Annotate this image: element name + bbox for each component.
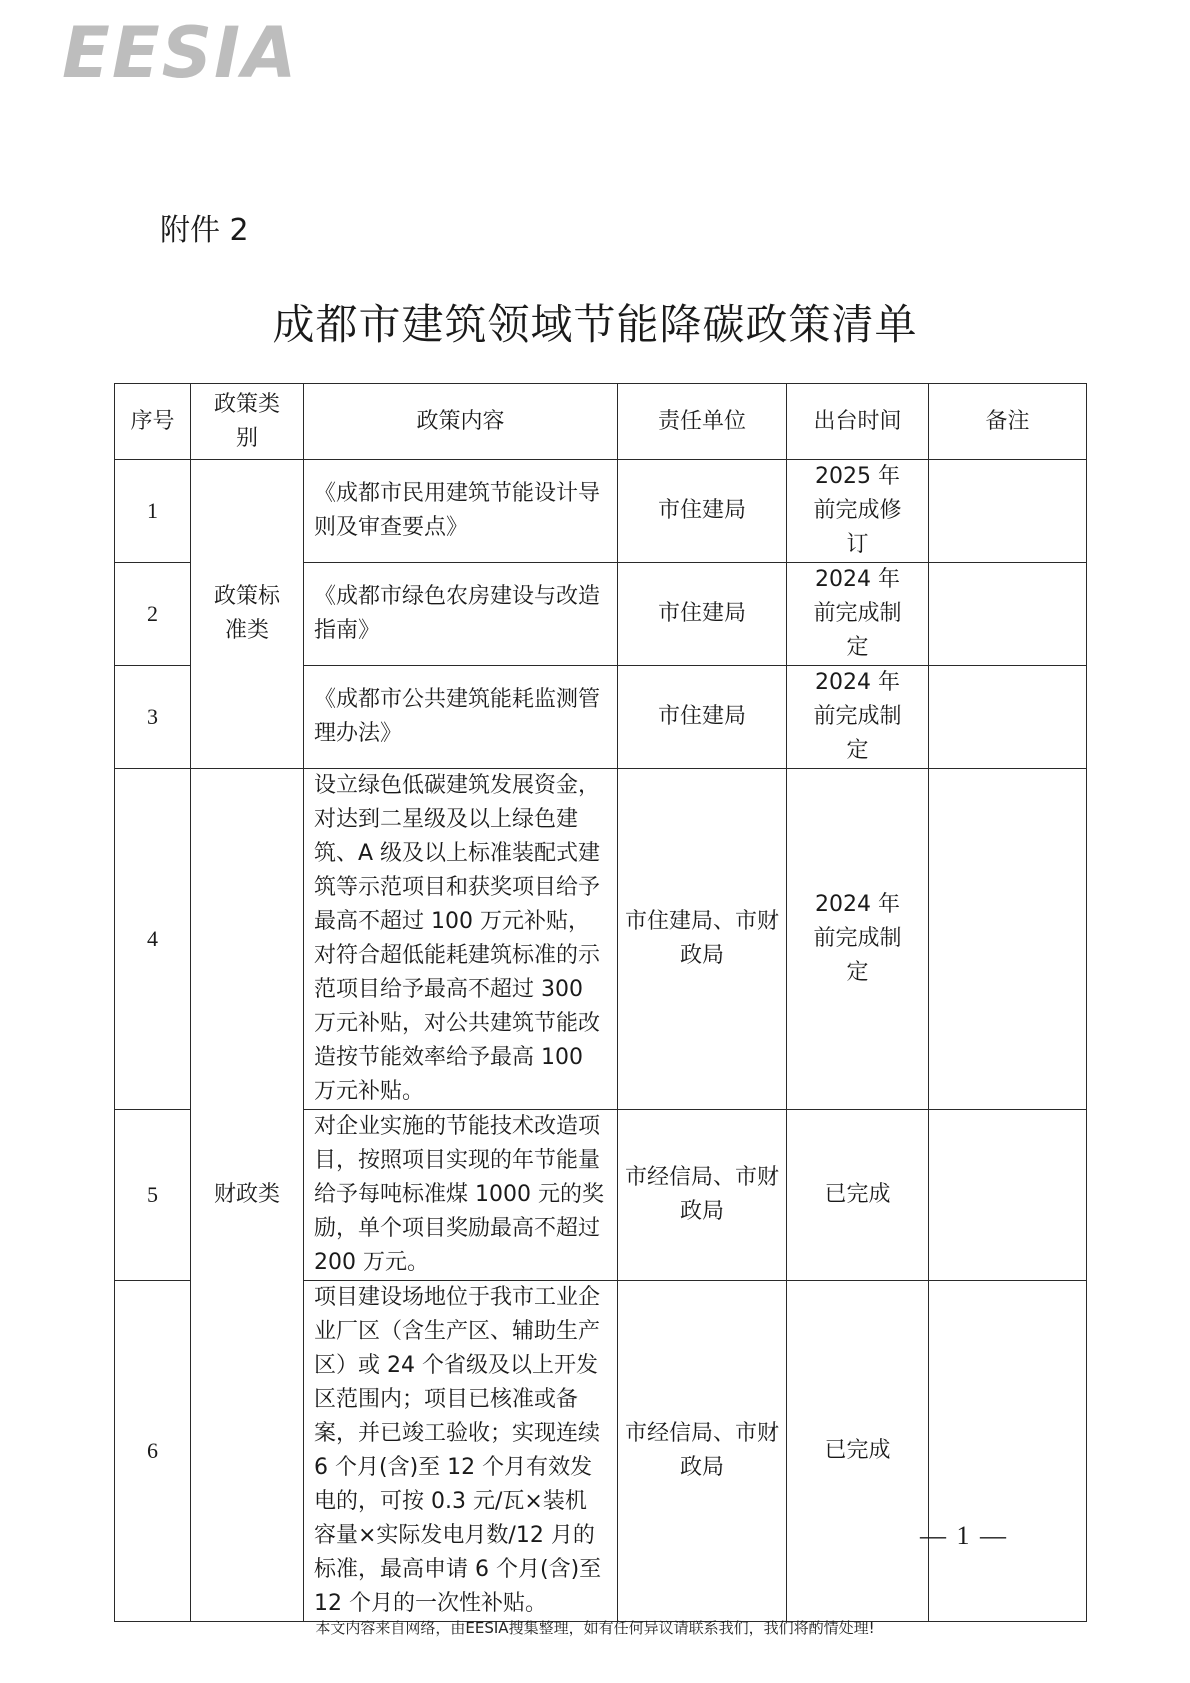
category-cell: 政策标准类 (191, 460, 304, 769)
header-time: 出台时间 (787, 384, 929, 460)
row-number: 2 (115, 563, 191, 666)
issue-time: 2024 年前完成制定 (787, 769, 929, 1110)
remark (929, 460, 1087, 563)
document-title: 成都市建筑领域节能降碳政策清单 (272, 300, 918, 349)
row-number: 6 (115, 1281, 191, 1622)
header-category: 政策类别 (191, 384, 304, 460)
header-content: 政策内容 (304, 384, 618, 460)
remark (929, 563, 1087, 666)
policy-content: 《成都市绿色农房建设与改造指南》 (304, 563, 618, 666)
row-number: 3 (115, 666, 191, 769)
policy-content: 项目建设场地位于我市工业企业厂区（含生产区、辅助生产区）或 24 个省级及以上开发区范围内；项目已核准或备案，并已竣工验收；实现连续 6 个月(含)至 12 个月有效发电的，可按 0.3 元/瓦×装机容量×实际发电月数/12 月的标准，最高申请 6 个月(含)至 12 个月的一次性补贴。 (304, 1281, 618, 1622)
issue-time: 2025 年前完成修订 (787, 460, 929, 563)
responsible-unit: 市住建局、市财政局 (618, 769, 787, 1110)
row-number: 1 (115, 460, 191, 563)
page-number: — 1 — (920, 1521, 1008, 1550)
responsible-unit: 市住建局 (618, 666, 787, 769)
responsible-unit: 市经信局、市财政局 (618, 1281, 787, 1622)
issue-time: 已完成 (787, 1281, 929, 1622)
policy-content: 《成都市公共建筑能耗监测管理办法》 (304, 666, 618, 769)
issue-time: 2024 年前完成制定 (787, 666, 929, 769)
table-row (115, 769, 1087, 1110)
issue-time: 2024 年前完成制定 (787, 563, 929, 666)
policy-content: 设立绿色低碳建筑发展资金，对达到二星级及以上绿色建筑、A 级及以上标准装配式建筑等示范项目和获奖项目给予最高不超过 100 万元补贴，对符合超低能耗建筑标准的示范项目给予最高不超过 300 万元补贴，对公共建筑节能改造按节能效率给予最高 100 万元补贴。 (304, 769, 618, 1110)
responsible-unit: 市经信局、市财政局 (618, 1110, 787, 1281)
issue-time: 已完成 (787, 1110, 929, 1281)
policy-table (114, 383, 1087, 1622)
remark (929, 1281, 1087, 1622)
footer-disclaimer: 本文内容来自网络，由EESIA搜集整理，如有任何异议请联系我们，我们将酌情处理! (315, 1619, 875, 1637)
category-cell: 财政类 (191, 769, 304, 1622)
responsible-unit: 市住建局 (618, 563, 787, 666)
table-header-row (115, 384, 1087, 460)
row-number: 4 (115, 769, 191, 1110)
row-number: 5 (115, 1110, 191, 1281)
policy-content: 对企业实施的节能技术改造项目，按照项目实现的年节能量给予每吨标准煤 1000 元的奖励，单个项目奖励最高不超过 200 万元。 (304, 1110, 618, 1281)
responsible-unit: 市住建局 (618, 460, 787, 563)
eesia-logo: EESIA (62, 12, 299, 94)
attachment-label: 附件 2 (160, 213, 249, 248)
header-no: 序号 (115, 384, 191, 460)
header-unit: 责任单位 (618, 384, 787, 460)
policy-content: 《成都市民用建筑节能设计导则及审查要点》 (304, 460, 618, 563)
remark (929, 1110, 1087, 1281)
remark (929, 769, 1087, 1110)
table-row (115, 460, 1087, 563)
header-note: 备注 (929, 384, 1087, 460)
remark (929, 666, 1087, 769)
